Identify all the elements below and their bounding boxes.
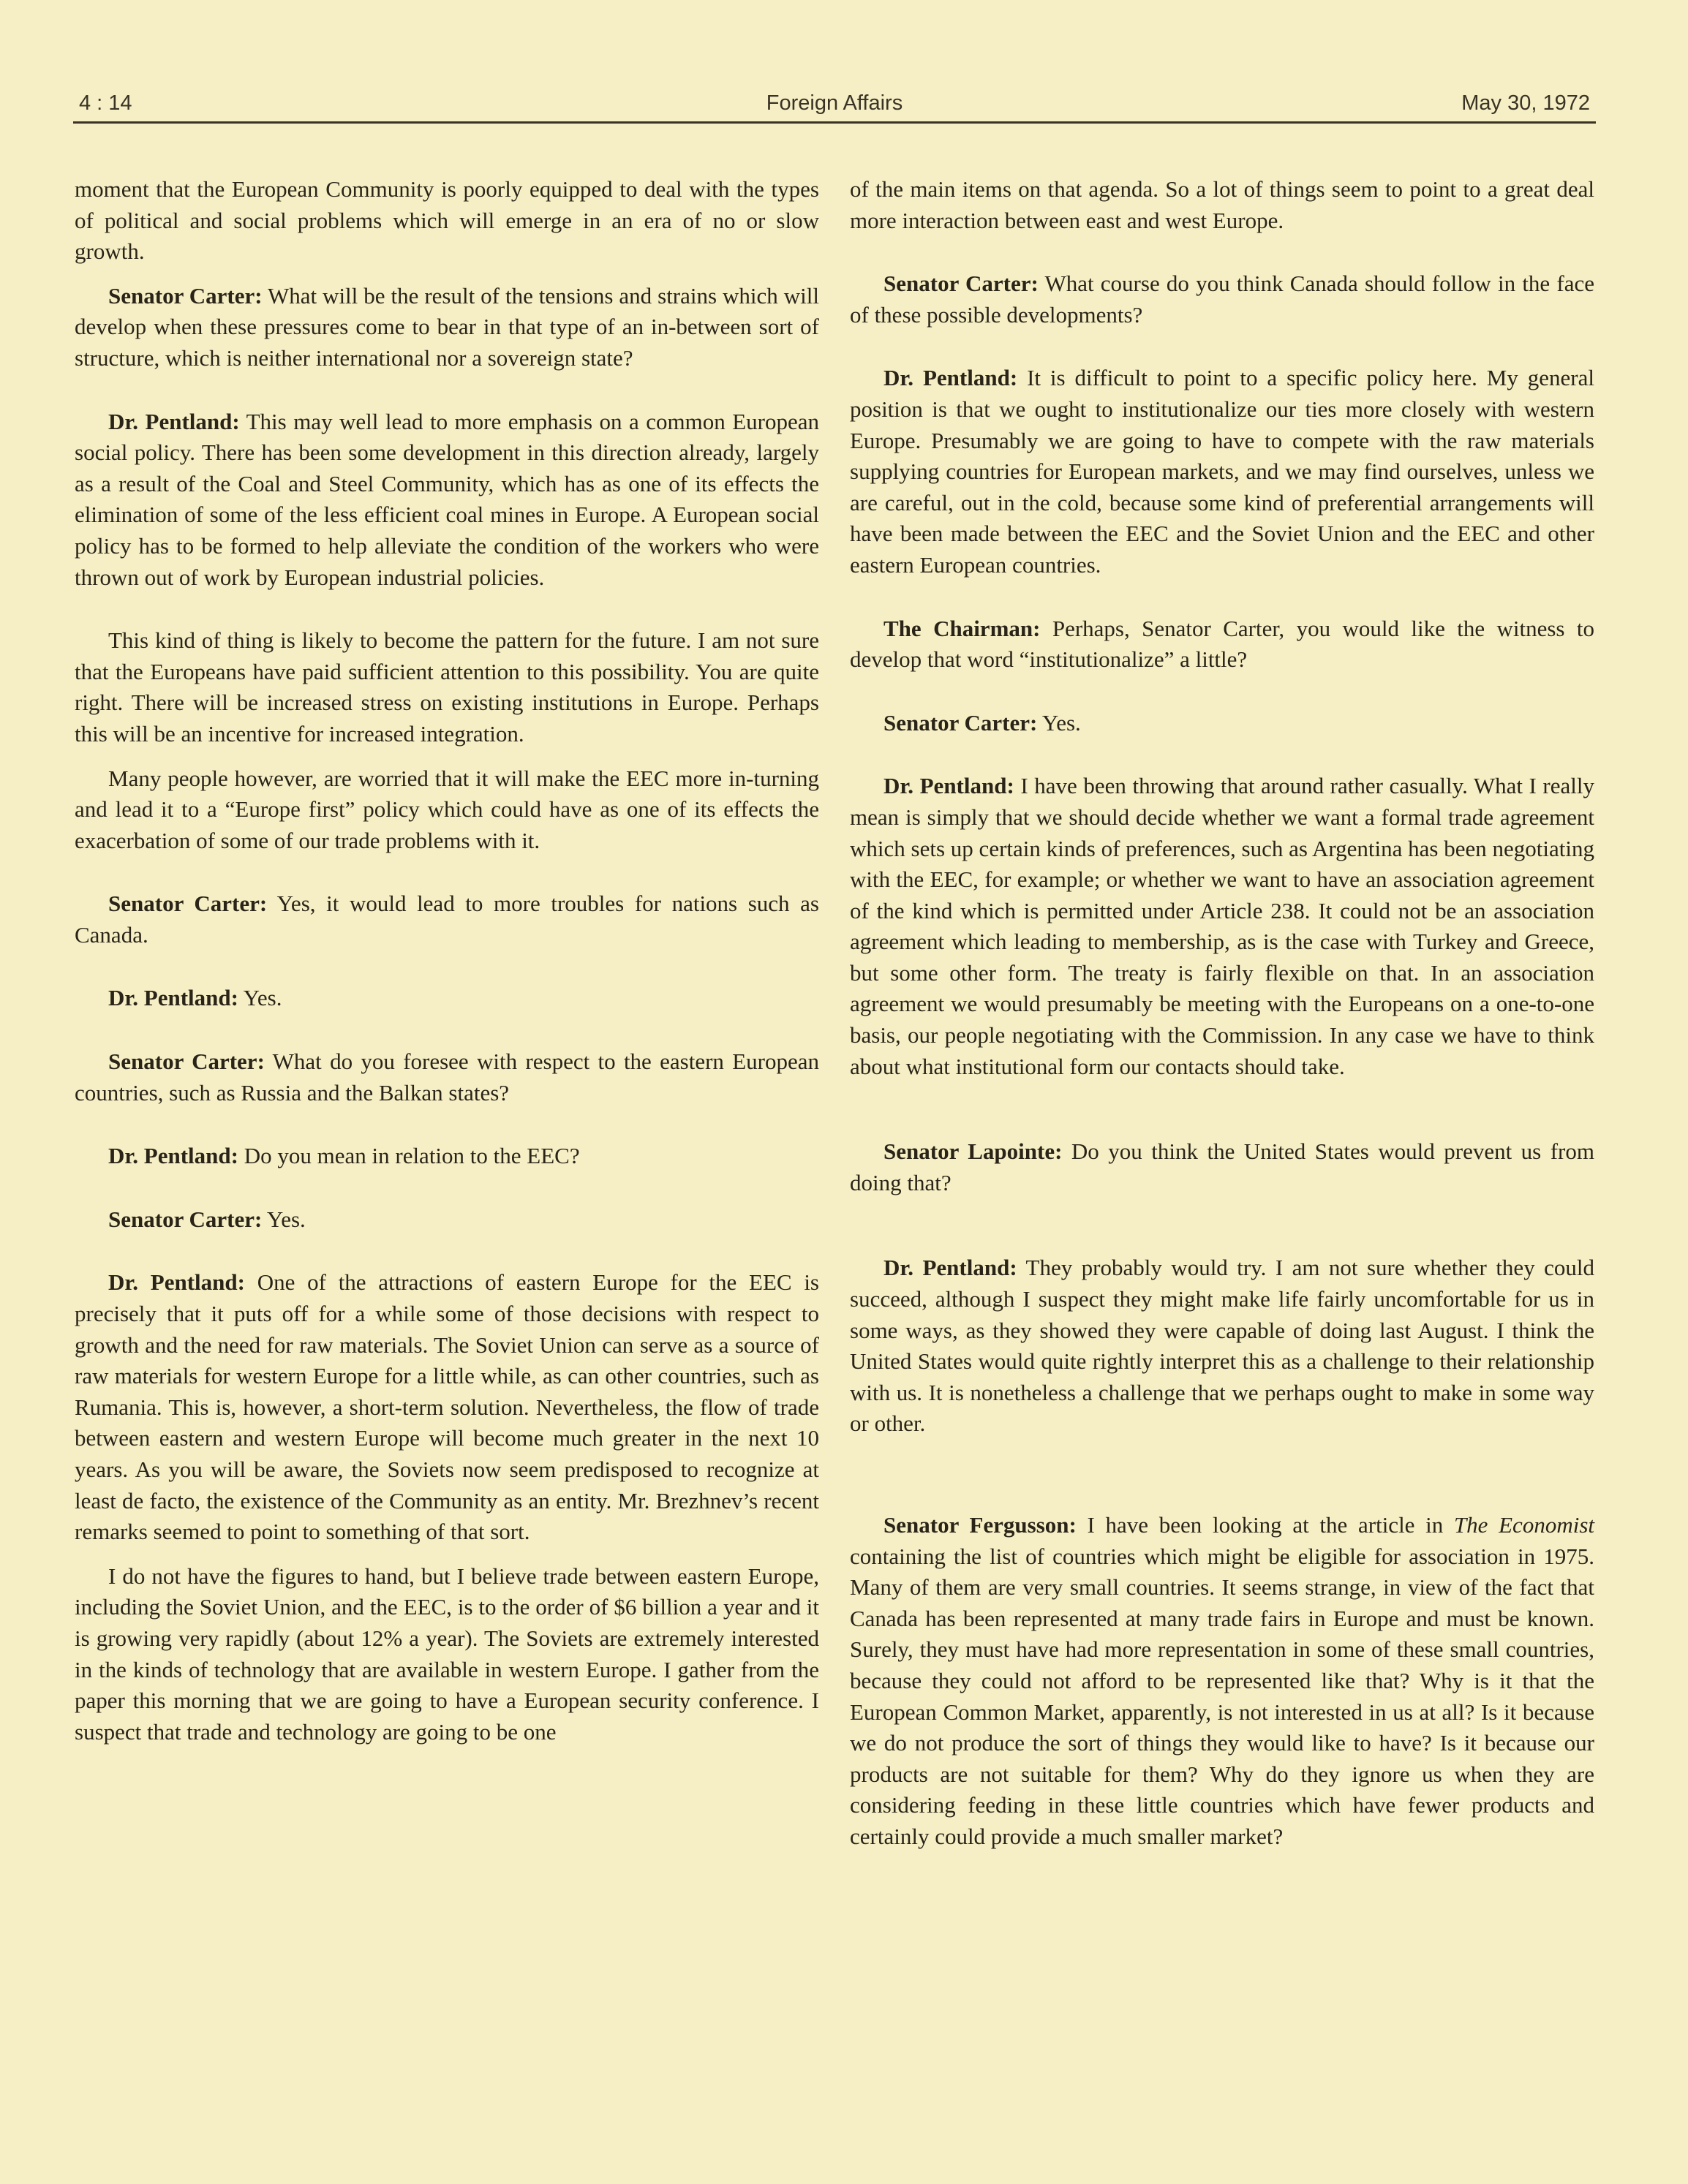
paragraph-text: This may well lead to more emphasis on a common European social policy. There has been some development in this direction already, largely as a result of the Coal and Steel Community, which has as one of its effects the elimination of some of the less efficient coal mines in Europe. A European social policy has to be formed to help alleviate the condition of the workers who were thrown out of work by European industrial policies.	[75, 408, 819, 590]
paragraph	[75, 1267, 819, 1547]
paragraph-text: Yes.	[262, 1206, 306, 1232]
paragraph-text: moment that the European Community is poorly equipped to deal with the types of political and social problems which will emerge in an era of no or slow growth.	[75, 176, 819, 265]
page-header	[73, 80, 1596, 124]
speaker-name: Senator Carter:	[883, 709, 1038, 736]
paragraph-text: Yes.	[1037, 709, 1081, 736]
paragraph	[75, 888, 819, 951]
paragraph-text: Perhaps, Senator Carter, you would like the witness to develop that word “institutionalize” a little?	[850, 615, 1594, 673]
paragraph-text: Yes, it would lead to more troubles for nations such as Canada.	[75, 891, 819, 948]
speaker-name: Dr. Pentland:	[108, 985, 238, 1011]
speaker-name: Dr. Pentland:	[108, 1143, 238, 1169]
paragraph-text: Many people however, are worried that it will make the EEC more in-turning and lead it to a “Europe first” policy which could have as one of its effects the exacerbation of some of our trade problems with it.	[75, 765, 819, 853]
speaker-name: Dr. Pentland:	[883, 773, 1014, 799]
paragraph	[850, 174, 1594, 236]
paragraph	[75, 1141, 819, 1172]
paragraph	[75, 1204, 819, 1236]
paragraph-text: containing the list of countries which might be eligible for association in 1975. Many of them are very small countries. It seems strange, in view of the fact that Canada has been represented at many trade fairs in Europe and must be known. Surely, they must have had more representation in some of these small countries, because they could not afford to be represented like that? Why is it that the European Common Market, apparently, is not interested in us at all? Is it because we do not produce the sort of things they would like to have? Is it because our products are not suitable for them? Why do they ignore us when they are considering feeding in these little countries which have fewer products and certainly could provide a much smaller market?	[850, 1543, 1594, 1849]
speaker-name: Senator Carter:	[108, 282, 263, 309]
paragraph-text: Do you think the United States would prevent us from doing that?	[850, 1138, 1594, 1195]
paragraph	[850, 1252, 1594, 1440]
paragraph	[75, 625, 819, 749]
left-column	[75, 174, 819, 1780]
paragraph	[75, 174, 819, 268]
paragraph-text: It is difficult to point to a specific policy here. My general position is that we ought to institutionalize our ties more closely with western Europe. Presumably we are going to have to compete with the raw materials supplying countries for European markets, and we may find ourselves, unless we are careful, out in the cold, because some kind of preferential arrangements will have been made between the EEC and the Soviet Union and the EEC and other eastern European countries.	[850, 365, 1594, 578]
paragraph-text: I do not have the figures to hand, but I believe trade between eastern Europe, including the Soviet Union, and the EEC, is to the order of $6 billion a year and it is growing very rapidly (about 12% a year). The Soviets are extremely interested in the kinds of technology that are available in western Europe. I gather from the paper this morning that we are going to have a European security conference. I suspect that trade and technology are going to be one	[75, 1563, 819, 1745]
paragraph	[850, 771, 1594, 1082]
paragraph	[75, 1561, 819, 1748]
paragraph	[75, 407, 819, 594]
paragraph-text: What course do you think Canada should follow in the face of these possible developments?	[850, 271, 1595, 328]
speaker-name: Dr. Pentland:	[883, 365, 1018, 391]
speaker-name: Senator Fergusson:	[883, 1512, 1077, 1538]
speaker-name: Senator Lapointe:	[883, 1138, 1063, 1165]
paragraph-text: What will be the result of the tensions and strains which will develop when these pressures come to bear in that type of an in-between sort of structure, which is neither international nor a sovereign state?	[75, 282, 819, 371]
speaker-name: Dr. Pentland:	[108, 408, 240, 434]
speaker-name: Senator Carter:	[883, 271, 1039, 297]
paragraph	[75, 281, 819, 374]
paragraph-text: Do you mean in relation to the EEC?	[238, 1143, 580, 1169]
publication-title: The Economist	[1453, 1512, 1594, 1538]
paragraph-text: Yes.	[238, 985, 282, 1011]
paragraph	[850, 708, 1594, 739]
paragraph-text: One of the attractions of eastern Europe for the EEC is precisely that it puts off for a while some of those decisions with respect to growth and the need for raw materials. The Soviet Union can serve as a source of raw materials for western Europe for a little while, as can other countries, such as Rumania. This is, however, a short-term solution. Nevertheless, the flow of trade between eastern and western Europe will become much greater in the next 10 years. As you will be aware, the Soviets now seem predisposed to recognize at least de facto, the existence of the Community as an entity. Mr. Brezhnev’s recent remarks seemed to point to something of that sort.	[75, 1269, 819, 1545]
paragraph	[850, 613, 1594, 676]
paragraph	[75, 763, 819, 857]
speaker-name: The Chairman:	[883, 615, 1041, 641]
speaker-name: Senator Carter:	[108, 891, 268, 917]
paragraph	[850, 268, 1594, 330]
paragraph-text: They probably would try. I am not sure whether they could succeed, although I suspect they might make life fairly uncomfortable for us in some ways, as they showed they were capable of doing last August. I think the United States would quite rightly interpret this as a challenge to their relationship with us. It is nonetheless a challenge that we perhaps ought to make in some way or other.	[850, 1255, 1594, 1437]
paragraph-text: This kind of thing is likely to become the pattern for the future. I am not sure that the Europeans have paid sufficient attention to this possibility. You are quite right. There will be increased stress on existing institutions in Europe. Perhaps this will be an incentive for increased integration.	[75, 627, 819, 747]
paragraph-text: I have been looking at the article in	[1076, 1512, 1454, 1538]
paragraph-text: What do you foresee with respect to the eastern European countries, such as Russia and the Balkan states?	[75, 1048, 819, 1106]
paragraph	[75, 1046, 819, 1108]
paragraph-text: of the main items on that agenda. So a lot of things seem to point to a great deal more interaction between east and west Europe.	[850, 176, 1594, 233]
header-date: May 30, 1972	[1461, 91, 1590, 115]
speaker-name: Senator Carter:	[108, 1048, 265, 1075]
paragraph	[850, 363, 1594, 581]
paragraph	[850, 1510, 1594, 1853]
speaker-name: Dr. Pentland:	[108, 1269, 245, 1296]
paragraph-text: I have been throwing that around rather casually. What I really mean is simply that we should decide whether we want a formal trade agreement which sets up certain kinds of preferences, such as Argentina has been negotiating with the EEC, for example; or whether we want to have an association agreement of the kind which is permitted under Article 238. It could not be an association agreement which leading to membership, as is the case with Turkey and Greece, but some other form. The treaty is fairly flexible on that. In an association agreement we would presumably be meeting with the Europeans on a one-to-one basis, our people negotiating with the Commission. In any case we have to think about what institutional form our contacts should take.	[850, 773, 1594, 1079]
speaker-name: Senator Carter:	[108, 1206, 263, 1232]
running-title: Foreign Affairs	[766, 91, 903, 115]
right-column	[850, 174, 1594, 1885]
speaker-name: Dr. Pentland:	[883, 1255, 1017, 1281]
paragraph	[75, 983, 819, 1014]
page-number: 4 : 14	[79, 91, 132, 115]
paragraph	[850, 1136, 1594, 1198]
